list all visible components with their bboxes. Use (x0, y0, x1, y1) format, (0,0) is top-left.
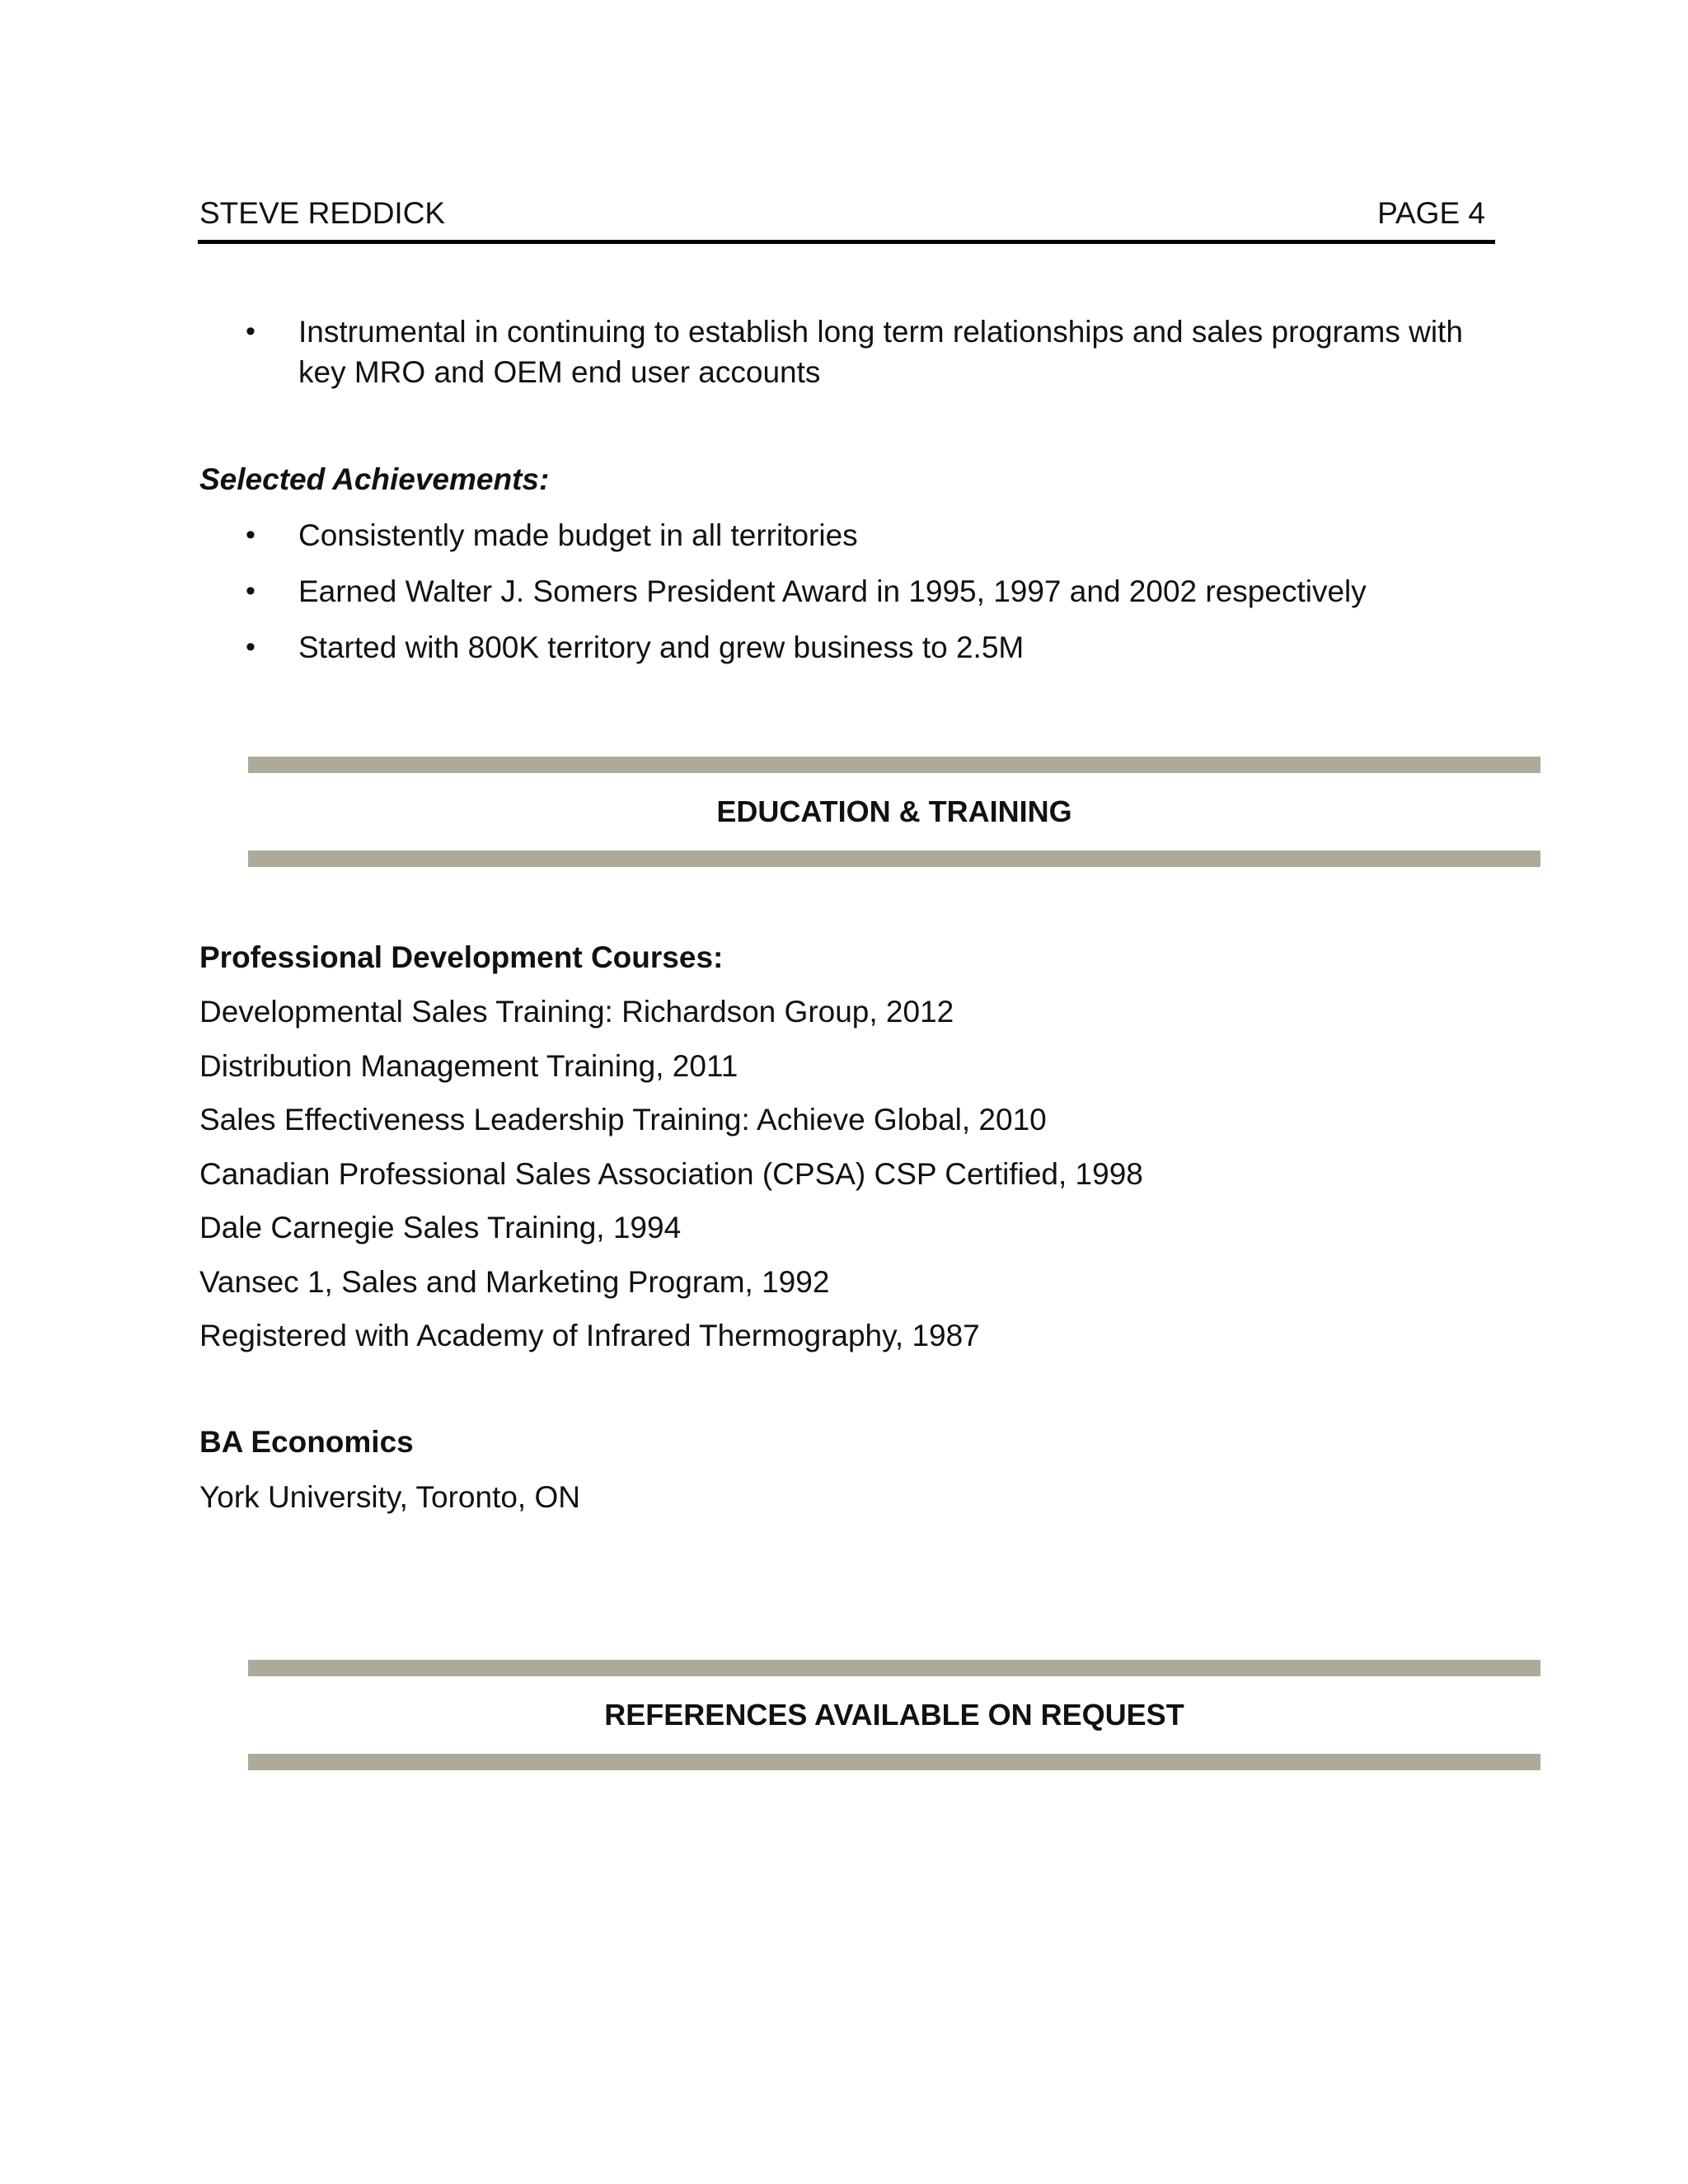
course-item: Vansec 1, Sales and Marketing Program, 1992 (199, 1264, 830, 1299)
experience-bullet-line-1: • Instrumental in continuing to establish long term relationships and sales programs with (298, 315, 1463, 349)
section-band-top (248, 1660, 1540, 1676)
candidate-name: STEVE REDDICK (199, 196, 446, 230)
achievements-list (198, 515, 1517, 683)
achievement-item: • Earned Walter J. Somers President Award in 1995, 1997 and 2002 respectively (198, 571, 1517, 612)
header-divider (198, 240, 1495, 244)
experience-bullet (198, 312, 1517, 392)
achievement-item: • Started with 800K territory and grew business to 2.5M (198, 627, 1517, 668)
course-list (199, 993, 1143, 1371)
professional-courses-heading: Professional Development Courses: (199, 940, 724, 974)
education-section-title: EDUCATION & TRAINING (716, 794, 1072, 828)
section-band-top (248, 757, 1540, 773)
page-header (198, 191, 1495, 244)
selected-achievements-heading: Selected Achievements: (199, 462, 550, 496)
course-item: Registered with Academy of Infrared Thermography, 1987 (199, 1319, 980, 1352)
course-item: Sales Effectiveness Leadership Training: Achieve Global, 2010 (199, 1103, 1047, 1137)
page-number: PAGE 4 (1377, 196, 1485, 230)
university: York University, Toronto, ON (199, 1480, 580, 1514)
references-title: REFERENCES AVAILABLE ON REQUEST (604, 1698, 1184, 1732)
section-band-bottom (248, 1754, 1540, 1770)
course-item: Distribution Management Training, 2011 (199, 1048, 738, 1083)
education-section-header (248, 757, 1540, 867)
references-section-header (248, 1660, 1540, 1770)
course-item: Canadian Professional Sales Association (CPSA) CSP Certified, 1998 (199, 1156, 1143, 1191)
section-band-bottom (248, 851, 1540, 867)
course-item: Dale Carnegie Sales Training, 1994 (199, 1211, 682, 1244)
experience-bullet-line-2: key MRO and OEM end user accounts (298, 355, 821, 389)
experience-continued-list (198, 312, 1517, 392)
degree: BA Economics (199, 1425, 414, 1459)
achievement-item: • Consistently made budget in all territories (198, 515, 1517, 555)
course-item: Developmental Sales Training: Richardson Group, 2012 (199, 995, 954, 1029)
